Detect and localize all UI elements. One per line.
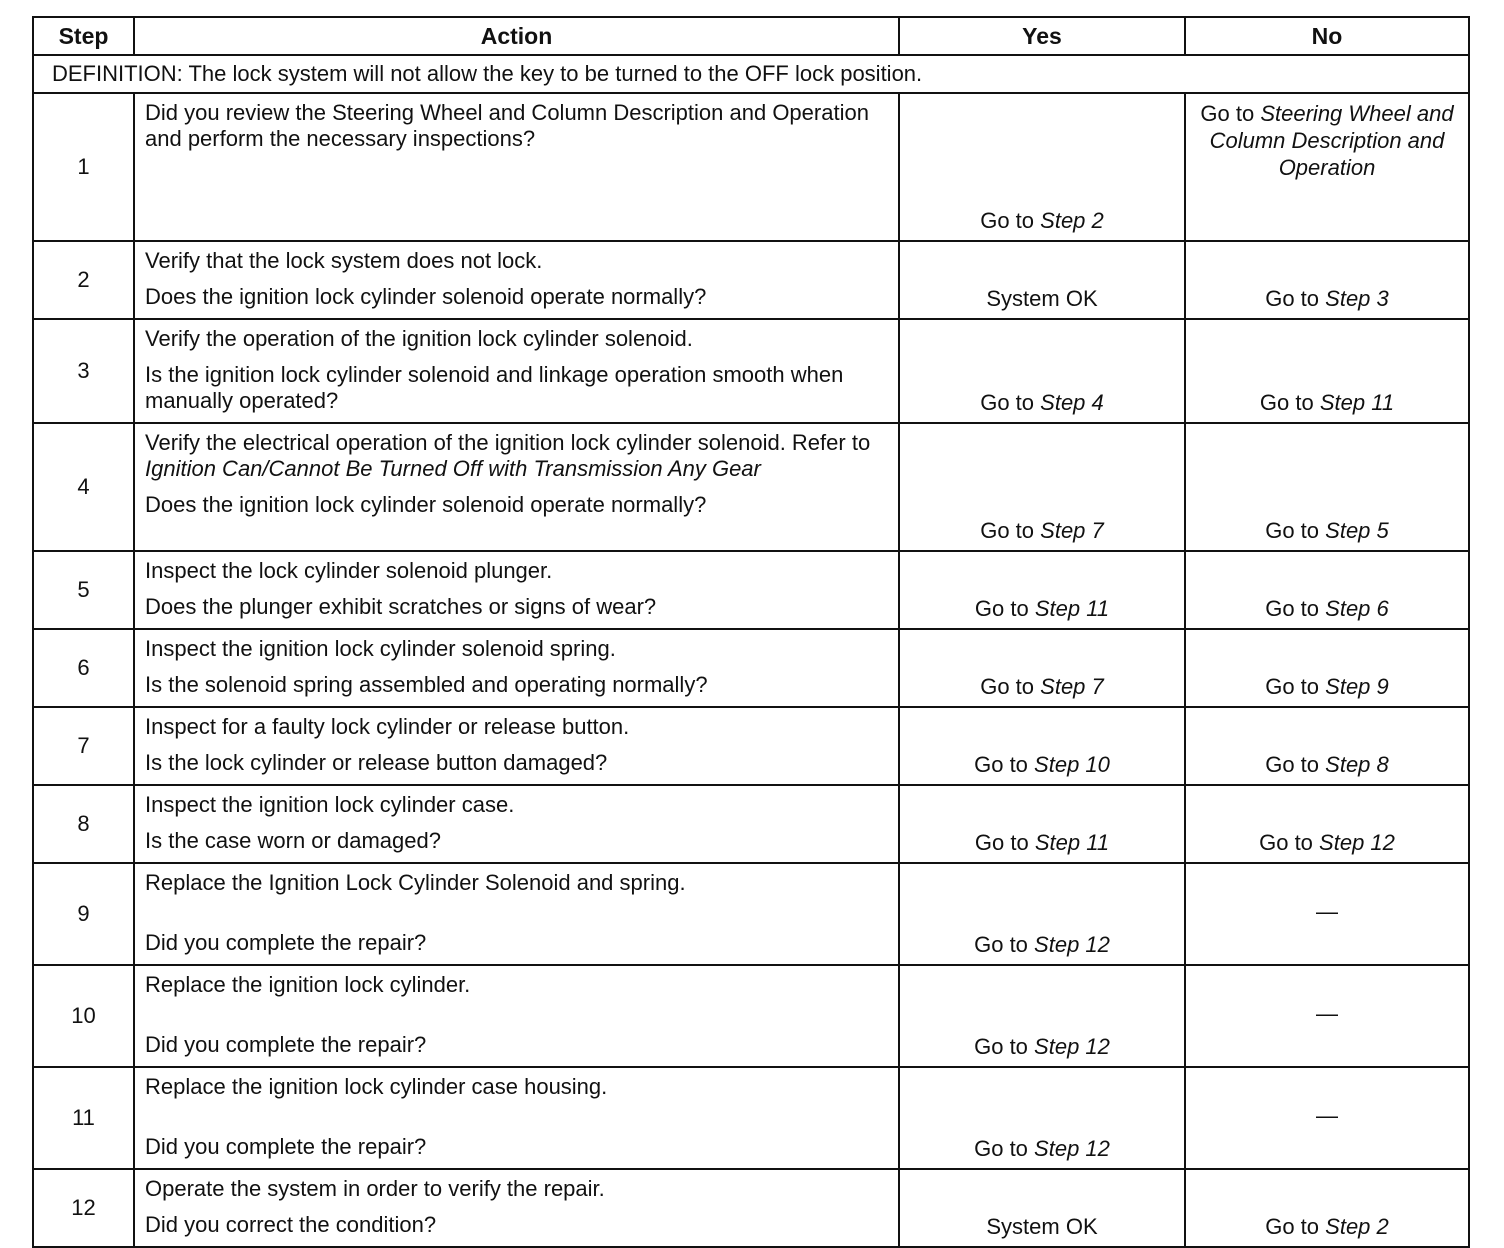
- action-question: Does the ignition lock cylinder solenoid operate normally?: [145, 284, 707, 309]
- definition-text: DEFINITION: The lock system will not allow the key to be turned to the OFF lock position.: [33, 55, 1469, 93]
- header-no: No: [1185, 17, 1469, 55]
- table-row: [33, 423, 1469, 551]
- action-question: Is the ignition lock cylinder solenoid and linkage operation smooth when manually operated?: [145, 362, 844, 413]
- step-number: 8: [33, 785, 134, 863]
- no-result-dash: —: [1316, 1000, 1338, 1026]
- table-row: [33, 1067, 1469, 1169]
- goto-label: Go to: [1265, 1214, 1320, 1239]
- no-result-dash: —: [1316, 898, 1338, 924]
- action-cell: [134, 1169, 899, 1247]
- no-cell: [1185, 319, 1469, 423]
- action-instruction: Inspect the ignition lock cylinder case.: [145, 792, 515, 817]
- no-cell: [1185, 707, 1469, 785]
- action-question: Did you correct the condition?: [145, 1212, 437, 1237]
- action-instruction: Inspect for a faulty lock cylinder or release button.: [145, 714, 630, 739]
- action-cell: [134, 319, 899, 423]
- step-number: 5: [33, 551, 134, 629]
- no-cell: [1185, 785, 1469, 863]
- yes-cell: [899, 1067, 1185, 1169]
- header-row: [33, 17, 1469, 55]
- step-number: 7: [33, 707, 134, 785]
- header-step: Step: [33, 17, 134, 55]
- no-cell: [1185, 551, 1469, 629]
- yes-cell: [899, 423, 1185, 551]
- goto-label: Go to: [974, 752, 1028, 777]
- action-cell: [134, 241, 899, 319]
- table-row: [33, 93, 1469, 241]
- action-question: Did you complete the repair?: [145, 1032, 427, 1057]
- action-cell: [134, 629, 899, 707]
- goto-label: Go to: [1265, 674, 1320, 699]
- yes-cell: [899, 785, 1185, 863]
- action-cell: [134, 1067, 899, 1169]
- goto-label: Go to: [974, 1034, 1028, 1059]
- goto-label: Go to: [974, 830, 1029, 855]
- header-yes: Yes: [899, 17, 1185, 55]
- action-cell: [134, 93, 899, 241]
- action-question: Did you complete the repair?: [145, 1134, 427, 1159]
- table-row: [33, 965, 1469, 1067]
- yes-cell: [899, 241, 1185, 319]
- action-question: Does the plunger exhibit scratches or signs of wear?: [145, 594, 657, 619]
- yes-step-link: Step 2: [1040, 208, 1104, 233]
- table-row: [33, 241, 1469, 319]
- action-question: Is the case worn or damaged?: [145, 828, 441, 853]
- no-step-link: Step 3: [1325, 286, 1389, 311]
- no-cell: [1185, 629, 1469, 707]
- goto-label: Go to: [974, 596, 1029, 621]
- no-cell: [1185, 1169, 1469, 1247]
- goto-label: Go to: [1265, 596, 1320, 621]
- goto-label: Go to: [980, 208, 1035, 233]
- no-step-link: Step 2: [1325, 1214, 1389, 1239]
- action-question: Did you complete the repair?: [145, 930, 427, 955]
- action-instruction: Replace the ignition lock cylinder.: [145, 972, 471, 997]
- goto-label: Go to: [1265, 286, 1320, 311]
- action-question: Does the ignition lock cylinder solenoid operate normally?: [145, 492, 707, 517]
- no-result-dash: —: [1316, 1102, 1338, 1128]
- action-instruction: Replace the ignition lock cylinder case housing.: [145, 1074, 608, 1099]
- no-cell: [1185, 965, 1469, 1067]
- action-instruction: Verify that the lock system does not lock.: [145, 248, 543, 273]
- action-instruction: Inspect the lock cylinder solenoid plunger.: [145, 558, 553, 583]
- step-number: 3: [33, 319, 134, 423]
- step-number: 4: [33, 423, 134, 551]
- action-instruction: Replace the Ignition Lock Cylinder Solenoid and spring.: [145, 870, 686, 895]
- no-cell: [1185, 93, 1469, 241]
- yes-step-link: Step 11: [1034, 596, 1110, 621]
- goto-label: Go to: [980, 674, 1035, 699]
- yes-result: System OK: [986, 286, 1098, 311]
- action-instruction: Inspect the ignition lock cylinder solenoid spring.: [145, 636, 616, 661]
- yes-cell: [899, 965, 1185, 1067]
- action-cell: [134, 707, 899, 785]
- action-question: Is the lock cylinder or release button damaged?: [145, 750, 608, 775]
- table-row: [33, 785, 1469, 863]
- yes-step-link: Step 10: [1034, 752, 1110, 777]
- definition-row: [33, 55, 1469, 93]
- yes-step-link: Step 7: [1040, 674, 1104, 699]
- yes-cell: [899, 93, 1185, 241]
- no-cell: [1185, 863, 1469, 965]
- action-question: Is the solenoid spring assembled and operating normally?: [145, 672, 708, 697]
- goto-label: Go to: [1265, 752, 1320, 777]
- action-cell: [134, 423, 899, 551]
- action-instruction-text: Verify the electrical operation of the ignition lock cylinder solenoid. Refer to: [145, 430, 871, 455]
- no-step-link: Step 9: [1325, 674, 1389, 699]
- no-cell: [1185, 1067, 1469, 1169]
- yes-step-link: Step 4: [1040, 390, 1104, 415]
- action-instruction: Verify the operation of the ignition lock cylinder solenoid.: [145, 326, 693, 351]
- no-cell: [1185, 423, 1469, 551]
- yes-step-link: Step 11: [1034, 830, 1110, 855]
- header-action: Action: [134, 17, 899, 55]
- step-number: 6: [33, 629, 134, 707]
- step-number: 10: [33, 965, 134, 1067]
- step-number: 12: [33, 1169, 134, 1247]
- yes-step-link: Step 12: [1034, 1034, 1110, 1059]
- action-question: Did you review the Steering Wheel and Column Description and Operation and perform the necessary inspections?: [145, 100, 869, 151]
- action-instruction: [145, 430, 888, 482]
- table-row: [33, 551, 1469, 629]
- action-cell: [134, 785, 899, 863]
- yes-cell: [899, 1169, 1185, 1247]
- diagnostic-table: [32, 16, 1470, 1248]
- yes-step-link: Step 12: [1034, 1136, 1110, 1161]
- no-step-link: Step 5: [1325, 518, 1389, 543]
- no-reference-link: Steering Wheel and Column Description and Operation: [1209, 101, 1454, 180]
- action-cell: [134, 965, 899, 1067]
- step-number: 1: [33, 93, 134, 241]
- action-cell: [134, 551, 899, 629]
- goto-label: Go to: [1200, 101, 1255, 126]
- yes-cell: [899, 707, 1185, 785]
- action-instruction: Operate the system in order to verify the repair.: [145, 1176, 605, 1201]
- yes-cell: [899, 551, 1185, 629]
- action-cell: [134, 863, 899, 965]
- goto-label: Go to: [980, 518, 1035, 543]
- no-step-link: Step 11: [1319, 390, 1395, 415]
- step-number: 9: [33, 863, 134, 965]
- table-row: [33, 863, 1469, 965]
- no-step-link: Step 6: [1325, 596, 1389, 621]
- step-number: 11: [33, 1067, 134, 1169]
- table-row: [33, 707, 1469, 785]
- no-step-link: Step 12: [1319, 830, 1395, 855]
- goto-label: Go to: [1259, 390, 1314, 415]
- goto-label: Go to: [974, 932, 1028, 957]
- goto-label: Go to: [980, 390, 1035, 415]
- action-reference: Ignition Can/Cannot Be Turned Off with Transmission Any Gear: [145, 456, 761, 481]
- goto-label: Go to: [1265, 518, 1320, 543]
- step-number: 2: [33, 241, 134, 319]
- yes-cell: [899, 319, 1185, 423]
- yes-cell: [899, 629, 1185, 707]
- yes-step-link: Step 12: [1034, 932, 1110, 957]
- goto-label: Go to: [974, 1136, 1028, 1161]
- yes-step-link: Step 7: [1040, 518, 1104, 543]
- table-row: [33, 1169, 1469, 1247]
- yes-cell: [899, 863, 1185, 965]
- no-step-link: Step 8: [1325, 752, 1389, 777]
- goto-label: Go to: [1259, 830, 1313, 855]
- table-row: [33, 319, 1469, 423]
- yes-result: System OK: [986, 1214, 1098, 1239]
- table-row: [33, 629, 1469, 707]
- no-cell: [1185, 241, 1469, 319]
